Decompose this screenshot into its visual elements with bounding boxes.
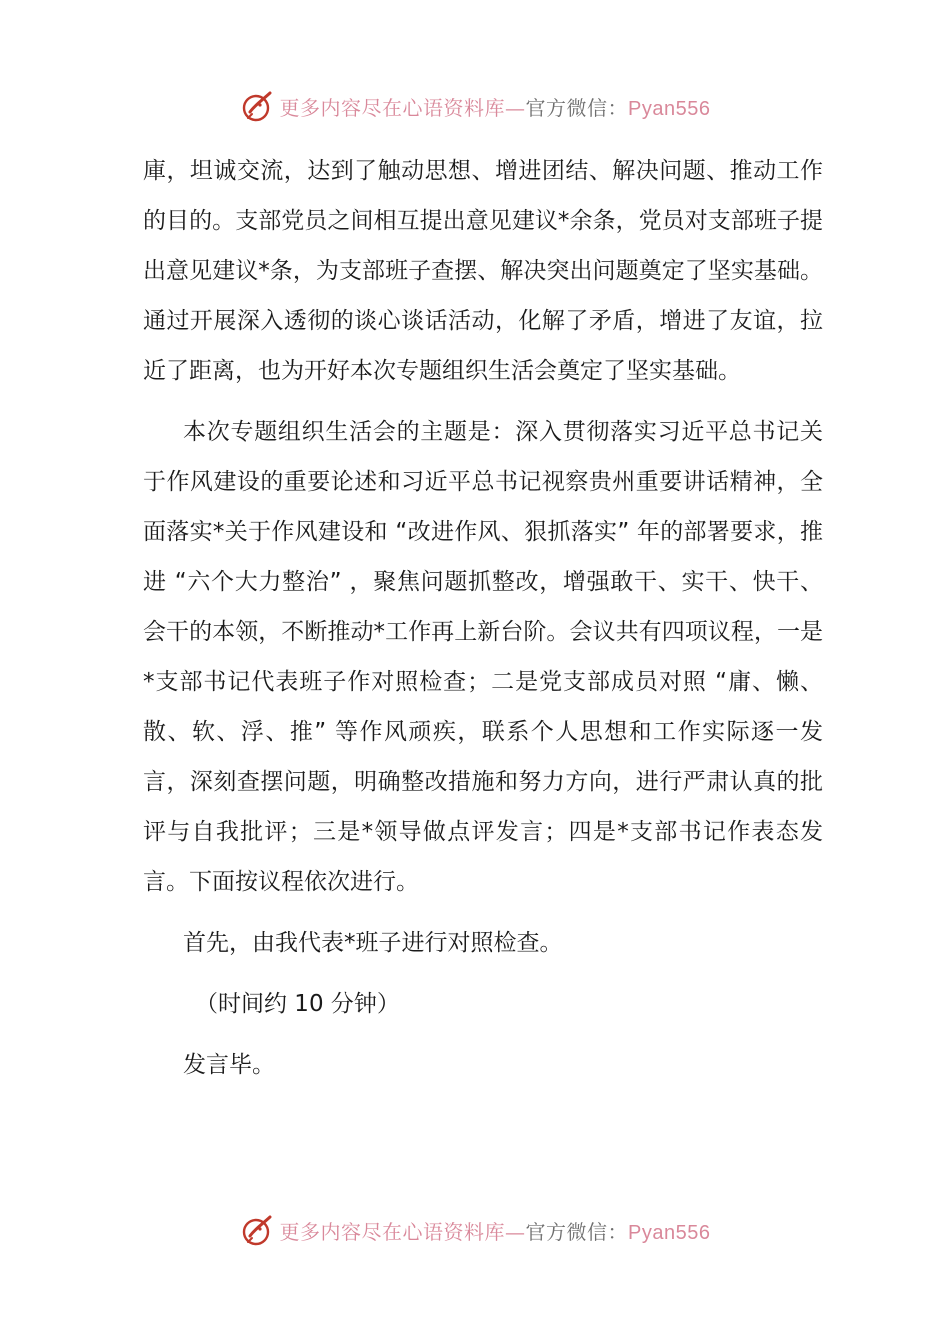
banner-main-text: 更多内容尽在心语资料库 xyxy=(279,1219,506,1244)
paragraph-3: 首先，由我代表*班子进行对照检查。 xyxy=(183,930,563,956)
banner-separator: — xyxy=(505,95,526,120)
banner-separator: — xyxy=(505,1219,526,1244)
document-body xyxy=(143,146,823,1090)
banner-text xyxy=(280,92,711,121)
footer-banner xyxy=(0,1210,950,1250)
paragraph-1: 庫，坦诚交流，达到了触动思想、增进团结、解决问题、推动工作的目的。支部党员之间相互提出意见建议*余条，党员对支部班子提出意见建议*条，为支部班子查摆、解决突出问题奠定了坚实基础。通过开展深入透彻的谈心谈话活动，化解了矛盾，增进了友谊，拉近了距离，也为开好本次专题组织生活会奠定了坚实基础。 xyxy=(143,158,823,384)
paragraph-5: 发言毕。 xyxy=(183,1052,275,1078)
banner-text xyxy=(280,1216,711,1245)
banner-main-text: 更多内容尽在心语资料库 xyxy=(279,95,506,120)
banner-account: Pyan556 xyxy=(628,97,711,120)
banner-account: Pyan556 xyxy=(628,1221,711,1244)
pen-logo-icon xyxy=(240,88,276,124)
pen-logo-icon xyxy=(240,1212,276,1248)
paragraph-4: （时间约 10 分钟） xyxy=(195,991,400,1017)
banner-wechat-label: 官方微信： xyxy=(525,1219,629,1244)
paragraph-2: 本次专题组织生活会的主题是：深入贯彻落实习近平总书记关于作风建设的重要论述和习近平总书记视察贵州重要讲话精神，全面落实*关于作风建设和 “改进作风、狠抓落实” 年的部署要求，推进 “六个大力整治” ，聚焦问题抓整改，增强敢干、实干、快干、会干的本领，不断推动*工作再上新台阶。会议共有四项议程，一是*支部书记代表班子作对照检查；二是党支部成员对照 “庸、懒、散、软、浮、推” 等作风顽疾，联系个人思想和工作实际逐一发言，深刻查摆问题，明确整改措施和努力方向，进行严肃认真的批评与自我批评；三是*领导做点评发言；四是*支部书记作表态发言。下面按议程依次进行。 xyxy=(143,419,823,895)
header-banner xyxy=(0,86,950,126)
banner-wechat-label: 官方微信： xyxy=(525,95,629,120)
